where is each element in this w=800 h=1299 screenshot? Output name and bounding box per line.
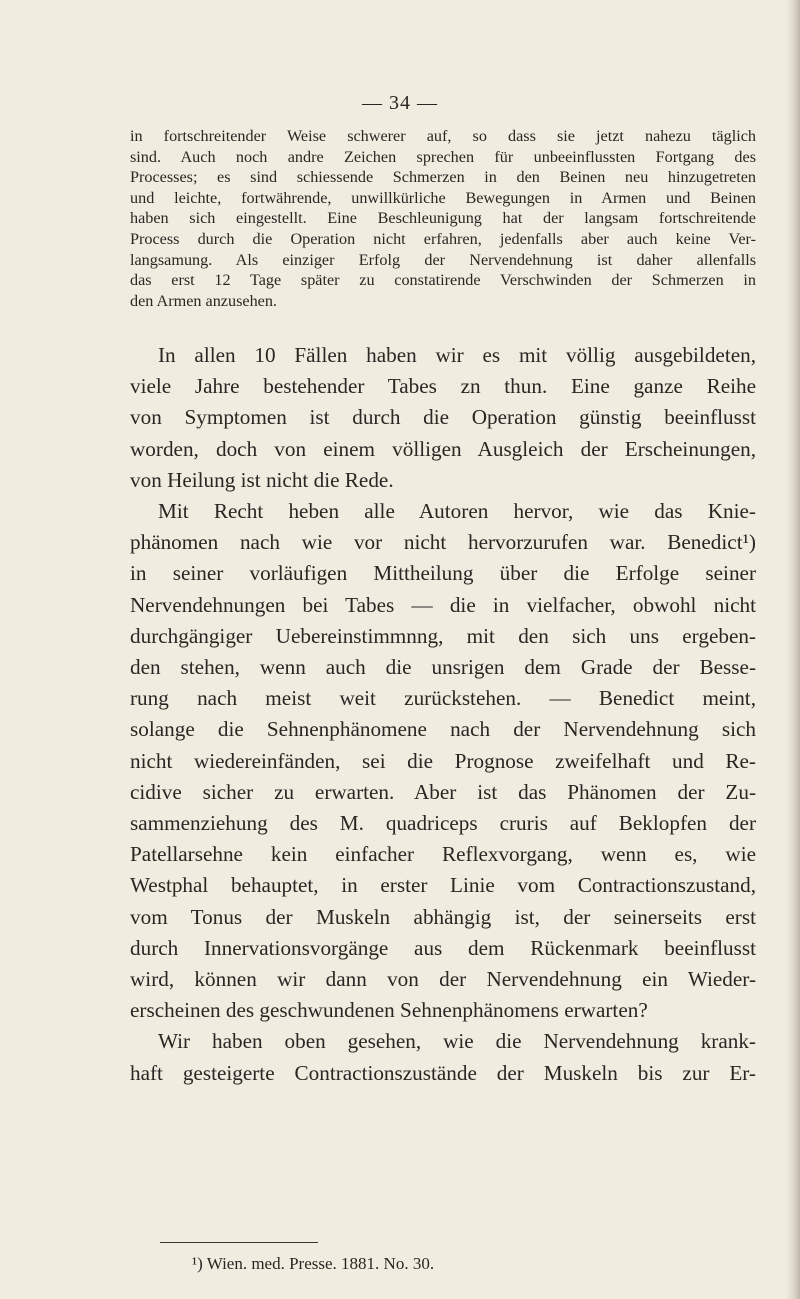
- text-line: und leichte, fortwährende, unwillkürliche Bewegungen in Armen und Beinen: [130, 188, 756, 207]
- paragraph-2: [130, 496, 756, 1026]
- text-line: solange die Sehnenphänomene nach der Nervendehnung sich: [130, 717, 756, 742]
- text-line: Mit Recht heben alle Autoren hervor, wie das Knie-: [158, 499, 756, 524]
- text-line: den Armen anzusehen.: [130, 291, 277, 310]
- text-line: von Heilung ist nicht die Rede.: [130, 467, 394, 492]
- text-line: cidive sicher zu erwarten. Aber ist das Phänomen der Zu-: [130, 779, 756, 804]
- text-line: wird, können wir dann von der Nervendehnung ein Wieder-: [130, 967, 756, 992]
- main-text: [130, 340, 756, 1089]
- text-line: vom Tonus der Muskeln abhängig ist, der seinerseits erst: [130, 904, 756, 929]
- text-line: sammenziehung des M. quadriceps cruris auf Beklopfen der: [130, 811, 756, 836]
- text-line: haft gesteigerte Contractionszustände der Muskeln bis zur Er-: [130, 1060, 756, 1085]
- text-line: Nervendehnungen bei Tabes — die in vielfacher, obwohl nicht: [130, 592, 756, 617]
- text-line: das erst 12 Tage später zu constatirende Verschwinden der Schmerzen in: [130, 271, 756, 290]
- footnote: ¹) Wien. med. Presse. 1881. No. 30.: [192, 1254, 435, 1273]
- text-line: durch Innervationsvorgänge aus dem Rückenmark beeinflusst: [130, 935, 756, 960]
- paragraph-3: [130, 1026, 756, 1088]
- text-line: Westphal behauptet, in erster Linie vom Contractionszustand,: [130, 873, 756, 898]
- text-line: Processes; es sind schiessende Schmerzen in den Beinen neu hinzugetreten: [130, 168, 756, 187]
- text-line: Wir haben oben gesehen, wie die Nervendehnung krank-: [158, 1029, 756, 1054]
- text-line: Patellarsehne kein einfacher Reflexvorgang, wenn es, wie: [130, 842, 756, 867]
- text-line: den stehen, wenn auch die unsrigen dem Grade der Besse-: [130, 655, 756, 680]
- text-line: phänomen nach wie vor nicht hervorzurufen war. Benedict¹): [130, 530, 756, 555]
- text-line: erscheinen des geschwundenen Sehnenphänomens erwarten?: [130, 998, 648, 1023]
- text-line: rung nach meist weit zurückstehen. — Benedict meint,: [130, 686, 756, 711]
- paragraph-1: [130, 340, 756, 496]
- text-line: worden, doch von einem völligen Ausgleich der Erscheinungen,: [130, 436, 756, 461]
- text-line: In allen 10 Fällen haben wir es mit völlig ausgebildeten,: [158, 343, 756, 367]
- page-edge-shadow: [786, 0, 800, 1299]
- page-number: — 34 —: [362, 92, 438, 114]
- paragraph-small-print: [130, 126, 756, 311]
- text-line: in fortschreitender Weise schwerer auf, so dass sie jetzt nahezu täglich: [130, 127, 756, 145]
- text-line: viele Jahre bestehender Tabes zn thun. Eine ganze Reihe: [130, 374, 756, 399]
- text-line: durchgängiger Uebereinstimmnng, mit den sich uns ergeben-: [130, 623, 756, 648]
- text-line: langsamung. Als einziger Erfolg der Nervendehnung ist daher allenfalls: [130, 250, 756, 269]
- text-line: von Symptomen ist durch die Operation günstig beeinflusst: [130, 405, 756, 430]
- text-line: haben sich eingestellt. Eine Beschleunigung hat der langsam fortschreitende: [130, 209, 756, 228]
- text-line: Process durch die Operation nicht erfahren, jedenfalls aber auch keine Ver-: [130, 229, 756, 248]
- footnote-divider: [160, 1242, 318, 1243]
- text-line: nicht wiedereinfänden, sei die Prognose zweifelhaft und Re-: [130, 748, 756, 773]
- text-line: sind. Auch noch andre Zeichen sprechen für unbeeinflussten Fortgang des: [130, 147, 756, 166]
- text-line: in seiner vorläufigen Mittheilung über die Erfolge seiner: [130, 561, 756, 586]
